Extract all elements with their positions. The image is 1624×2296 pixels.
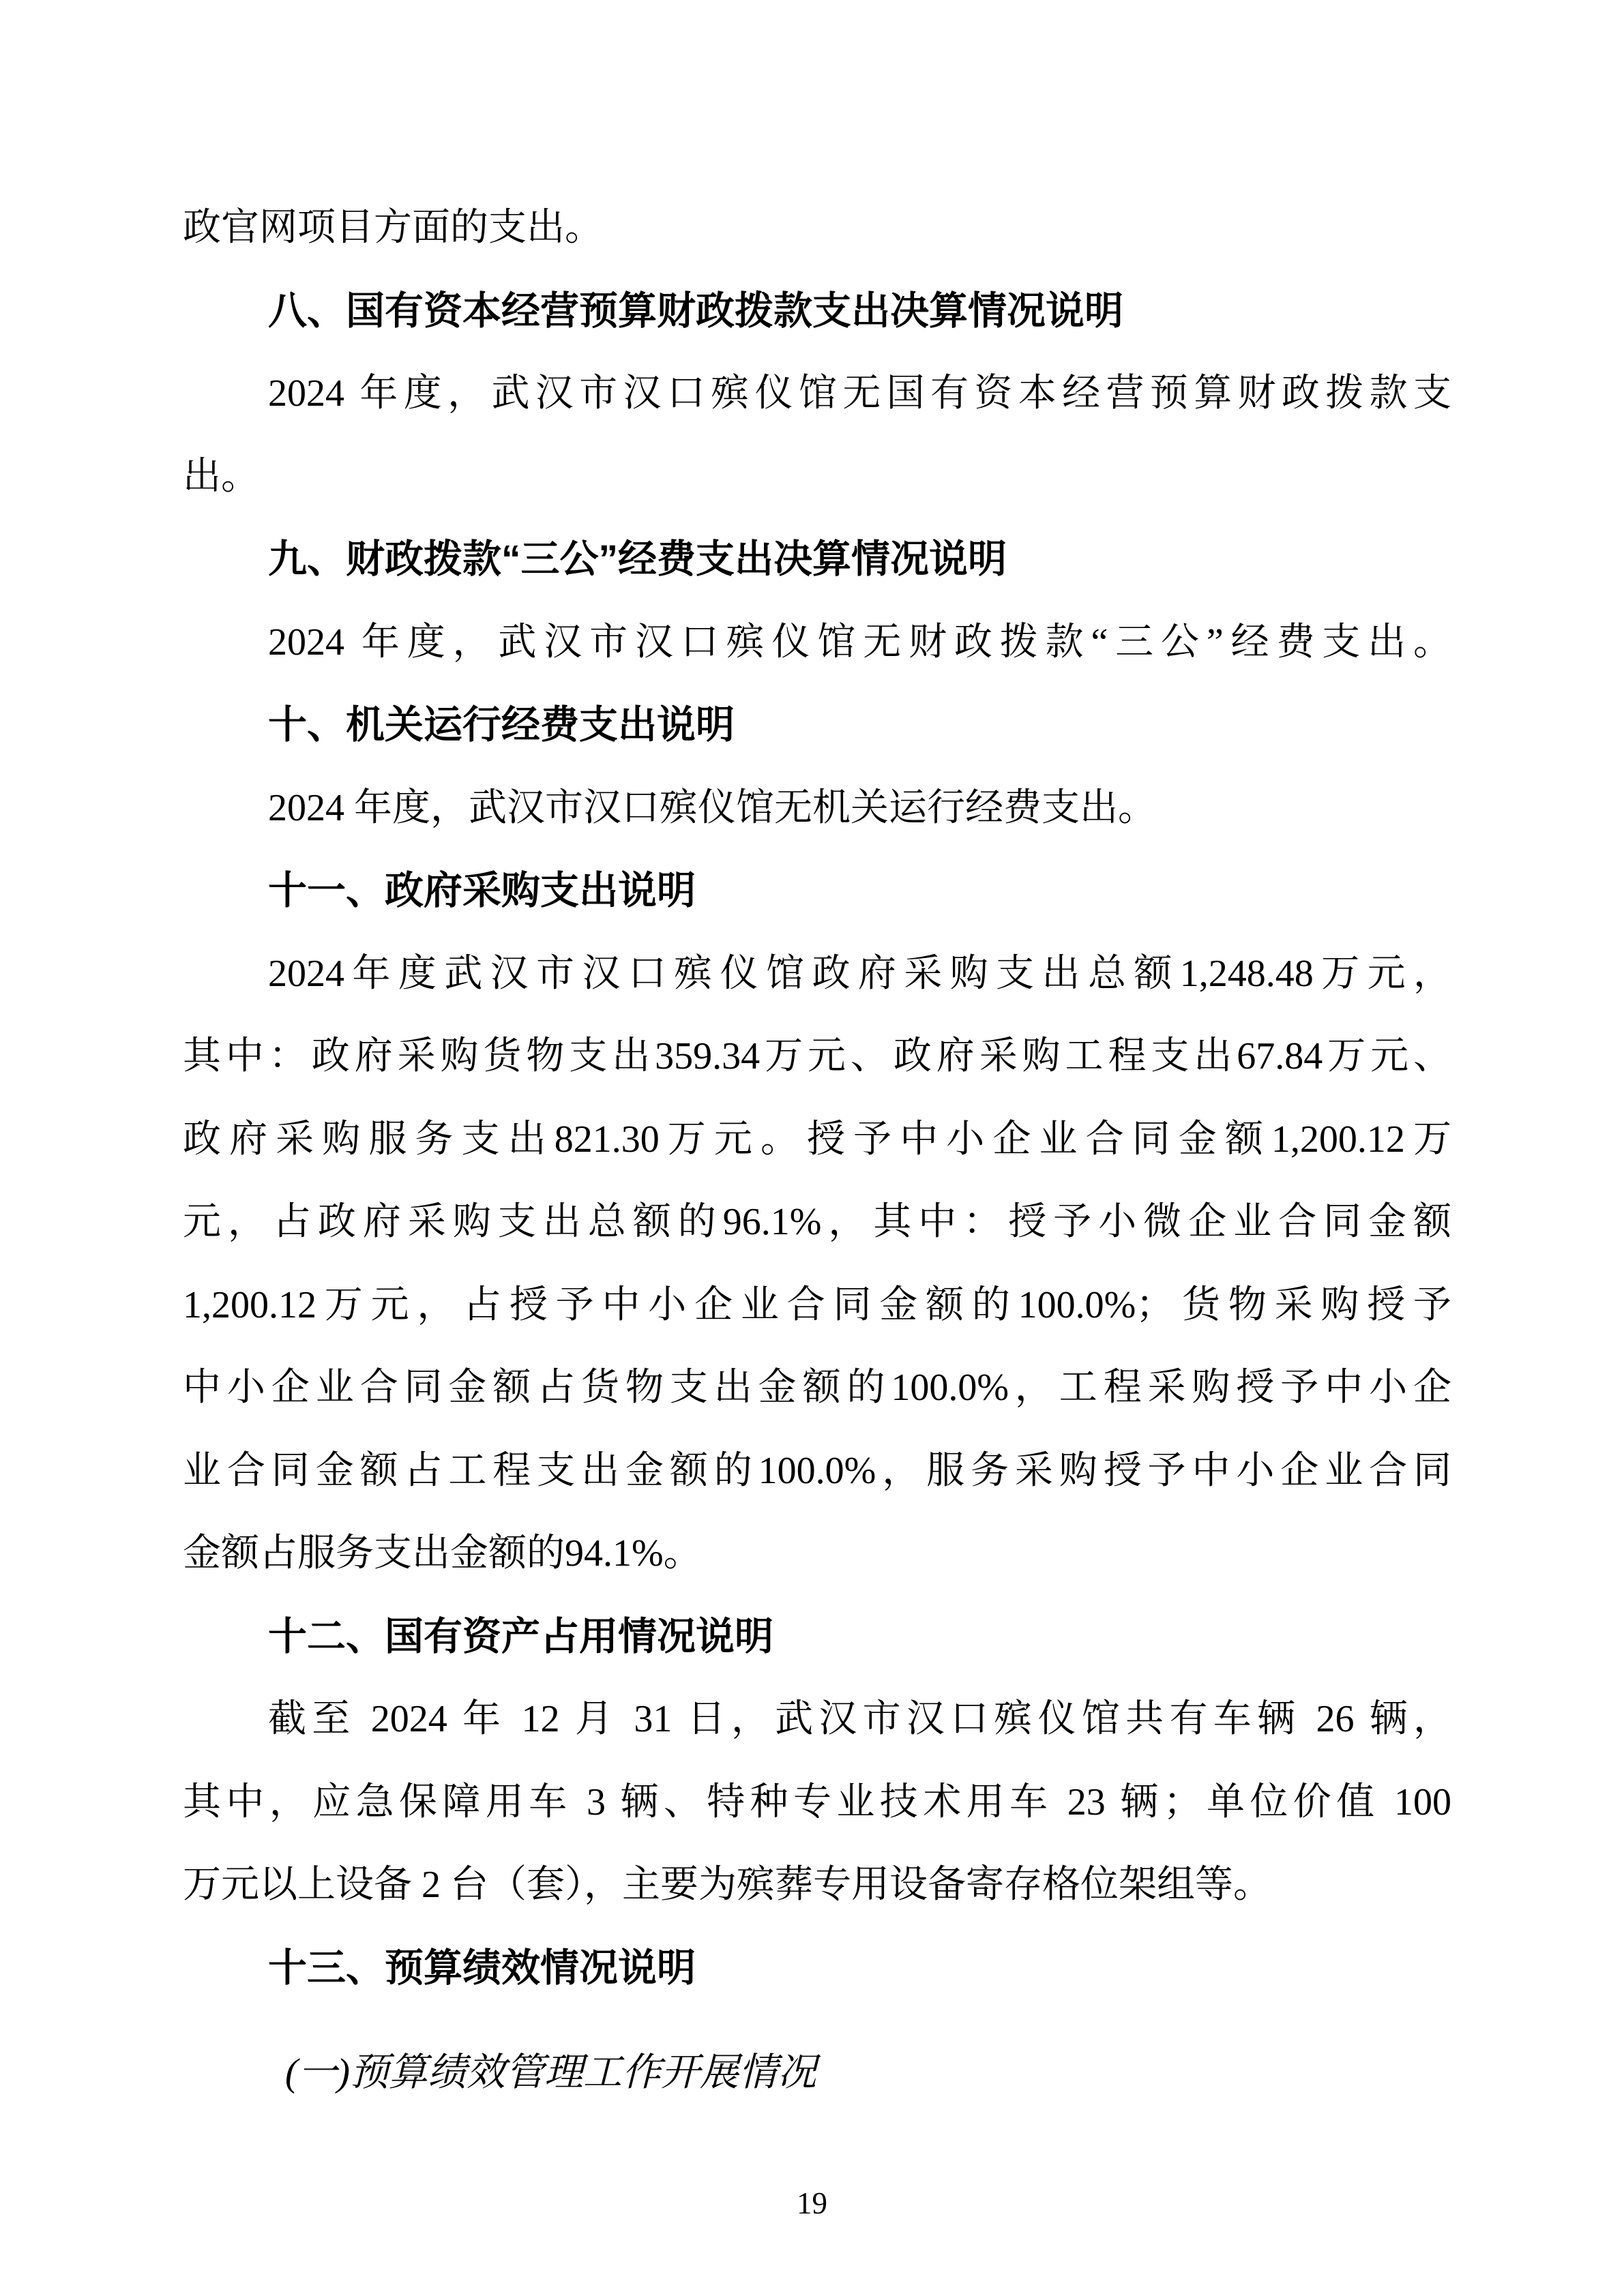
text-line: 其中：政府采购货物支出359.34万元、政府采购工程支出67.84万元、 [183,1035,1451,1077]
text-line: 万元以上设备 2 台（套），主要为殡葬专用设备寄存格位架组等。 [183,1864,1271,1906]
text-line: 十三、预算绩效情况说明 [268,1945,696,1990]
text-line: 1,200.12万元，占授予中小企业合同金额的100.0%；货物采购授予 [183,1283,1451,1326]
text-line: 九、财政拨款“三公”经费支出决算情况说明 [268,537,1007,581]
text-line: 2024 年度，武汉市汉口殡仪馆无国有资本经营预算财政拨款支 [268,372,1451,415]
page-number: 19 [797,2186,827,2220]
text-line: 其中，应急保障用车 3 辆、特种专业技术用车 23 辆；单位价值 100 [183,1780,1451,1823]
text-line: 政官网项目方面的支出。 [183,207,603,249]
text-line: 八、国有资本经营预算财政拨款支出决算情况说明 [268,288,1123,333]
text-line: 元，占政府采购支出总额的96.1%，其中：授予小微企业合同金额 [183,1201,1451,1243]
text-line: 金额占服务支出金额的94.1%。 [183,1532,702,1575]
text-line: 2024年度武汉市汉口殡仪馆政府采购支出总额1,248.48万元， [268,952,1451,995]
text-line: (一)预算绩效管理工作开展情况 [285,2051,816,2094]
text-line: 十二、国有资产占用情况说明 [268,1614,773,1658]
text-line: 2024 年度，武汉市汉口殡仪馆无财政拨款“三公”经费支出。 [268,621,1451,664]
text-line: 出。 [183,455,259,498]
text-line: 截至 2024 年 12 月 31 日，武汉市汉口殡仪馆共有车辆 26 辆， [268,1698,1451,1740]
text-line: 政府采购服务支出821.30万元。授予中小企业合同金额1,200.12万 [183,1118,1451,1161]
text-line: 中小企业合同金额占货物支出金额的100.0%，工程采购授予中小企 [183,1367,1451,1409]
text-line: 业合同金额占工程支出金额的100.0%，服务采购授予中小企业合同 [183,1449,1451,1492]
text-line: 十、机关运行经费支出说明 [268,703,735,747]
text-line: 2024 年度，武汉市汉口殡仪馆无机关运行经费支出。 [268,786,1156,829]
text-line: 十一、政府采购支出说明 [268,869,696,912]
text-block [183,187,1451,2115]
